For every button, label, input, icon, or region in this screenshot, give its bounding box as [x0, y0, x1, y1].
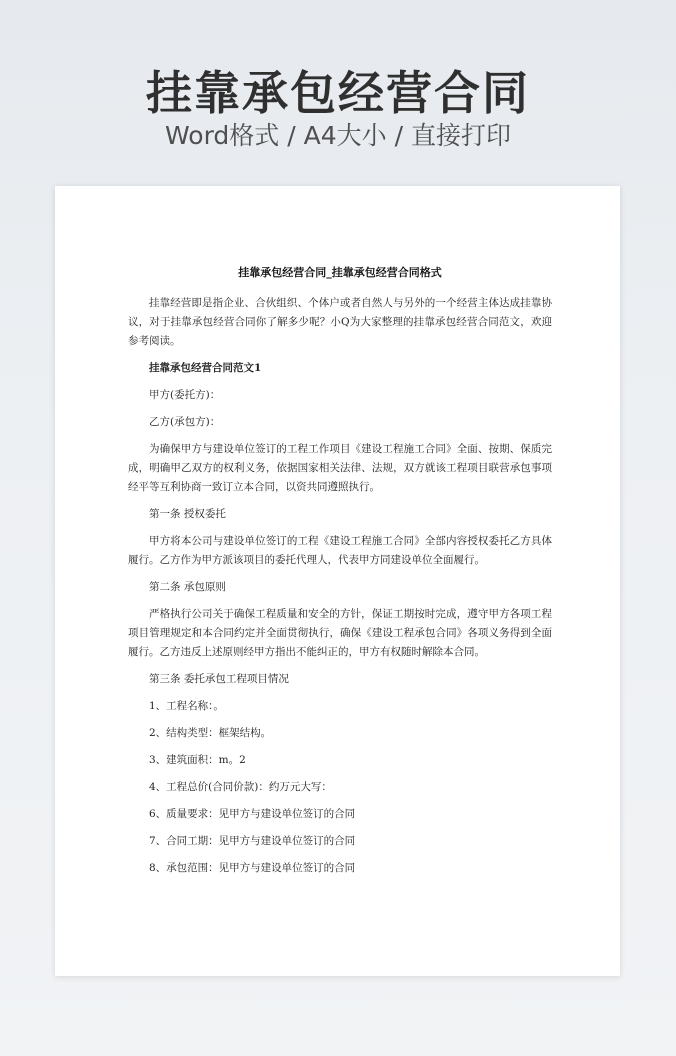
paragraph-list [128, 294, 552, 878]
section-heading: 挂靠承包经营合同范文1 [149, 362, 262, 374]
document-body [128, 264, 552, 886]
document-paragraph: 8、承包范围：见甲方与建设单位签订的合同 [149, 862, 356, 874]
document-paragraph: 严格执行公司关于确保工程质量和安全的方针，保证工期按时完成，遵守甲方各项工程项目管理规定和本合同约定并全面贯彻执行，确保《建设工程承包合同》各项义务得到全面履行。乙方违反上述原则经甲方指出不能纠正的，甲方有权随时解除本合同。 [128, 608, 552, 658]
document-paragraph: 4、工程总价(合同价款)：约万元大写： [149, 781, 332, 793]
document-paragraph: 1、工程名称：。 [149, 700, 224, 712]
document-paragraph: 7、合同工期：见甲方与建设单位签订的合同 [149, 835, 356, 847]
document-paragraph: 第三条 委托承包工程项目情况 [149, 673, 289, 685]
document-paragraph: 3、建筑面积：m。2 [149, 754, 246, 766]
document-paragraph: 为确保甲方与建设单位签订的工程工作项目《建设工程施工合同》全面、按期、保质完成，明确甲乙双方的权利义务，依据国家相关法律、法规，双方就该工程项目联营承包事项经平等互利协商一致订立本合同，以资共同遵照执行。 [128, 443, 552, 493]
document-paragraph: 甲方将本公司与建设单位签订的工程《建设工程施工合同》全部内容授权委托乙方具体履行。乙方作为甲方派该项目的委托代理人，代表甲方同建设单位全面履行。 [128, 535, 552, 566]
document-paragraph: 6、质量要求：见甲方与建设单位签订的合同 [149, 808, 356, 820]
banner-title: 挂靠承包经营合同 [146, 66, 530, 120]
document-paragraph: 2、结构类型：框架结构。 [149, 727, 272, 739]
document-page [55, 186, 620, 976]
document-paragraph: 挂靠经营即是指企业、合伙组织、个体户或者自然人与另外的一个经营主体达成挂靠协议，对于挂靠承包经营合同你了解多少呢？小Q为大家整理的挂靠承包经营合同范文，欢迎参考阅读。 [128, 297, 552, 347]
document-paragraph: 甲方(委托方)： [149, 389, 221, 401]
document-title: 挂靠承包经营合同_挂靠承包经营合同格式 [238, 266, 442, 279]
document-paragraph: 乙方(承包方)： [149, 416, 221, 428]
document-paragraph: 第二条 承包原则 [149, 581, 226, 593]
document-paragraph: 第一条 授权委托 [149, 508, 226, 520]
banner-subtitle: Word格式 / A4大小 / 直接打印 [165, 121, 511, 150]
